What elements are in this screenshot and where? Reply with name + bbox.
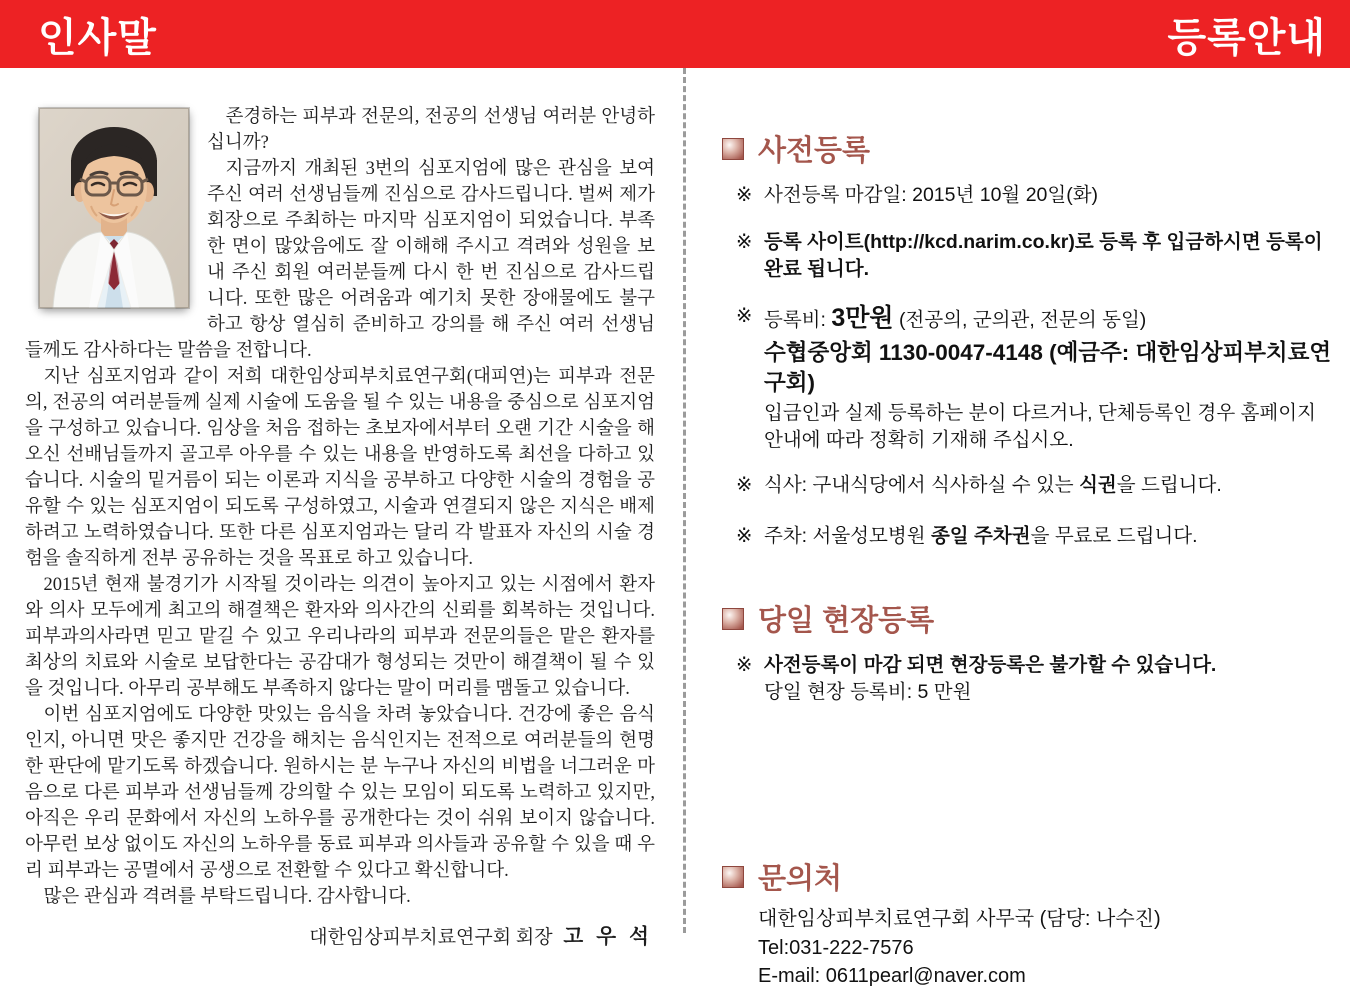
reg-item-fee — [736, 303, 1332, 454]
registration-page-title: 등록안내 — [1167, 15, 1326, 60]
onsite-registration-heading — [722, 598, 1332, 639]
reg-item-parking — [736, 523, 1332, 550]
pre-registration-title: 사전등록 — [758, 135, 871, 167]
square-bullet-icon — [722, 866, 744, 888]
greeting-paragraph-5: 이번 심포지엄에도 다양한 맛있는 음식을 차려 놓았습니다. 건강에 좋은 음식인지, 아니면 맛은 좋지만 건강을 해치는 음식인지는 전적으로 여러분들의 현명한 판단에 맡기도록 하겠습니다. 원하시는 분 누구나 자신의 비법을 너그러운 마음으로 다른 피부과 선생님들께 강의할 수 있는 모임이 되도록 노력하고 있지만, 아직은 우리 문화에서 자신의 노하우를 공개한다는 것이 쉬워 보이지 않습니다. 아무런 보상 없이도 자신의 노하우를 동료 피부과 의사들과 공유할 수 있을 때 우리 피부과는 공멸에서 공생으로 전환할 수 있다고 확신합니다. — [25, 705, 656, 881]
square-bullet-icon — [722, 608, 744, 630]
reference-mark: ※ — [736, 474, 753, 496]
reference-mark: ※ — [736, 305, 753, 327]
contact-tel: Tel:031-222-7576 — [758, 936, 914, 959]
meal-ticket: 식권 — [1079, 474, 1117, 496]
signature-name: 고 우 석 — [563, 926, 653, 948]
reference-mark: ※ — [736, 525, 753, 547]
onsite-fee: 당일 현장 등록비: 5 만원 — [764, 681, 972, 703]
greeting-paragraph-1: 존경하는 피부과 전문의, 전공의 선생님 여러분 안녕하십니까? — [207, 107, 655, 153]
fee-detail: 입금인과 실제 등록하는 분이 다르거나, 단체등록인 경우 홈페이지 안내에 따라 정확히 기재해 주십시오. — [764, 402, 1316, 451]
registration-column — [683, 68, 1350, 987]
parking-pre: 주차: 서울성모병원 — [764, 525, 931, 547]
contact-info — [758, 905, 1332, 991]
bank-account: 수협중앙회 1130-0047-4148 (예금주: 대한임상피부치료연구회) — [764, 340, 1332, 395]
fee-note: (전공의, 군의관, 전문의 동일) — [893, 309, 1147, 331]
meal-pre: 식사: 구내식당에서 식사하실 수 있는 — [764, 474, 1080, 496]
meal-post: 을 드립니다. — [1116, 474, 1222, 496]
chairman-signature — [25, 924, 655, 951]
fee-label: 등록비: — [764, 309, 832, 331]
greeting-paragraph-3: 지난 심포지엄과 같이 저희 대한임상피부치료연구회(대피연)는 피부과 전문의, 전공의 여러분들께 실제 시술에 도움을 될 수 있는 내용을 중심으로 심포지엄을 구성하고 있습니다. 임상을 처음 접하는 초보자에서부터 오랜 기간 시술을 해 오신 선배님들까지 골고루 아우를 수 있는 내용을 반영하도록 최선을 다하고 있습니다. 시술의 밑거름이 되는 이론과 지식을 공부하고 다양한 시술의 경험을 공유할 수 있는 심포지엄이 되도록 구성하였고, 시술과 연결되지 않은 지식은 배제하려고 노력하였습니다. 또한 다른 심포지엄과는 달리 각 발표자 자신의 시술 경험을 솔직하게 전부 공유하는 것을 목표로 하고 있습니다. — [25, 367, 656, 569]
greeting-paragraph-4: 2015년 현재 불경기가 시작될 것이라는 의견이 높아지고 있는 시점에서 환자와 의사 모두에게 최고의 해결책은 환자와 의사간의 신뢰를 회복하는 것입니다. 피부과의사라면 믿고 맡길 수 있고 우리나라의 피부과 전문의들은 맡은 환자를 최상의 치료와 시술로 보답한다는 공감대가 형성되는 것만이 해결책이 될 수 있을 것입니다. 아무리 공부해도 부족하지 않다는 말이 머리를 맴돌고 있습니다. — [25, 575, 656, 699]
reference-mark: ※ — [736, 231, 753, 253]
fee-line — [764, 303, 1332, 335]
reference-mark: ※ — [736, 654, 753, 676]
greeting-letter — [25, 104, 655, 951]
greeting-page-title: 인사말 — [38, 15, 157, 60]
contact-heading — [722, 856, 1332, 897]
header-band — [0, 0, 1350, 68]
section-onsite-registration — [722, 598, 1332, 706]
onsite-note: 사전등록이 마감 되면 현장등록은 불가할 수 있습니다. — [764, 654, 1217, 676]
parking-ticket: 종일 주차권 — [930, 525, 1031, 547]
deadline-text: 사전등록 마감일: 2015년 10월 20일(화) — [764, 184, 1099, 206]
reg-item-deadline — [736, 182, 1332, 209]
square-bullet-icon — [722, 138, 744, 160]
meal-text — [764, 472, 1332, 499]
fee-amount: 3만원 — [831, 304, 894, 332]
section-pre-registration — [722, 128, 1332, 550]
content-columns — [0, 68, 1350, 987]
section-contact — [722, 856, 1332, 991]
contact-email: E-mail: 0611pearl@naver.com — [758, 965, 1026, 987]
reg-item-site — [736, 229, 1332, 283]
greeting-column — [0, 68, 683, 948]
reg-item-meal — [736, 472, 1332, 499]
contact-title: 문의처 — [758, 863, 843, 895]
chairman-photo — [39, 108, 189, 308]
signature-title: 대한임상피부치료연구회 회장 — [309, 927, 553, 948]
onsite-registration-title: 당일 현장등록 — [758, 605, 935, 637]
contact-org: 대한임상피부치료연구회 사무국 (담당: 나수진) — [758, 908, 1161, 930]
greeting-paragraph-2: 지금까지 개최된 3번의 심포지엄에 많은 관심을 보여 주신 여러 선생님들께 진심으로 감사드립니다. 벌써 제가 회장으로 주최하는 마지막 심포지엄이 되었습니다. 부족한 면이 많았음에도 잘 이해해 주시고 격려와 성원을 보내 주신 회원 여러분들께 다시 한 번 진심으로 감사드립니다. 또한 많은 어려움과 예기치 못한 장애물에도 불구하고 항상 열심히 준비하고 강의를 해 주신 여러 선생님들께도 감사하다는 말씀을 전합니다. — [25, 159, 655, 361]
parking-text — [764, 523, 1332, 550]
greeting-paragraph-6: 많은 관심과 격려를 부탁드립니다. 감사합니다. — [43, 887, 411, 907]
onsite-item — [736, 652, 1332, 706]
parking-post: 을 무료로 드립니다. — [1030, 525, 1198, 547]
pre-registration-heading — [722, 128, 1332, 169]
site-text: 등록 사이트(http://kcd.narim.co.kr)로 등록 후 입금하시면 등록이 완료 됩니다. — [764, 231, 1323, 280]
reference-mark: ※ — [736, 184, 753, 206]
